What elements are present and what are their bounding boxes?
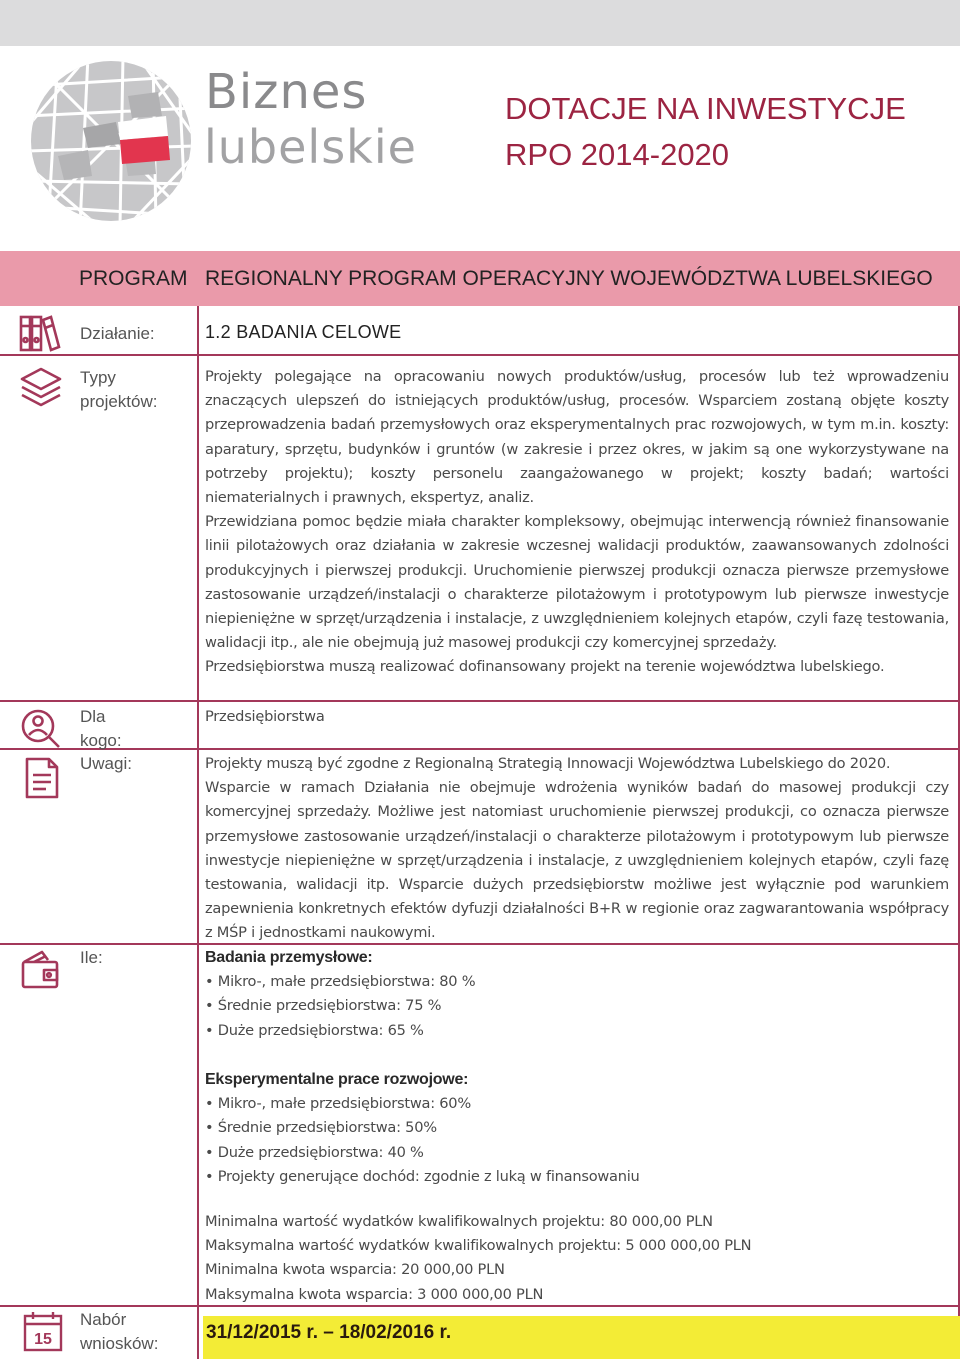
column-divider: [197, 306, 199, 1359]
badania-item: • Mikro-, małe przedsiębiorstwa: 80 %: [205, 970, 949, 994]
typy-paragraph-1: Projekty polegające na opracowaniu nowych produktów/usług, procesów lub też wprowadzeniu znaczących ulepszeń do istniejących produktów/usług, procesów. Wsparciem zostaną objęte koszty przeprowadzenia badań przemysłowych oraz eksperymentalnych prac rozwojowych, w tym m.in. koszty: aparatury, sprzętu, budynków i gruntów (w zakresie i przez okres, w jakim są one wykorzystywane na potrzeby projektu); koszty personelu zaangażowanego w projekt; koszty badań; wartości niematerialnych i prawnych, ekspertyz, analiz.: [205, 368, 949, 507]
typy-description: [205, 365, 949, 680]
logo-biznes-text: Biznes: [205, 64, 368, 120]
header-title-line1: DOTACJE NA INWESTYCJE: [505, 91, 906, 126]
search-person-icon: [18, 706, 64, 750]
wallet-icon: [18, 948, 64, 992]
badania-item: • Średnie przedsiębiorstwa: 75 %: [205, 994, 949, 1018]
eksp-heading: Eksperymentalne prace rozwojowe:: [205, 1071, 469, 1088]
limit-line: Maksymalna wartość wydatków kwalifikowalnych projektu: 5 000 000,00 PLN: [205, 1237, 752, 1255]
nabor-label-line1: Nabór: [80, 1310, 127, 1329]
binders-icon: [18, 312, 64, 356]
typy-paragraph-2: Przewidziana pomoc będzie miała charakter kompleksowy, obejmując interwencją również finansowanie linii pilotażowych oraz działania w zakresie wczesnej walidacji produktów, zaawansowanych zdolności produkcyjnych i pierwszej produkcji. Uruchomienie pierwszej produkcji oznacza pierwsze przemysłowe zastosowanie urządzeń/instalacji o charakterze pilotażowym i prototypowym lub pierwsze inwestycje niepieniężne w sprzęt/urządzenia i instalacje, z uwzględnieniem kolejnych etapów, czyli fazę testowania, walidacji itp., ale nie obejmują już masowej produkcji czy komercyjnej sprzedaży.: [205, 513, 949, 652]
limit-line: Maksymalna kwota wsparcia: 3 000 000,00 PLN: [205, 1285, 544, 1303]
limit-line: Minimalna wartość wydatków kwalifikowalnych projektu: 80 000,00 PLN: [205, 1213, 713, 1230]
uwagi-paragraph-1: Projekty muszą być zgodne z Regionalną Strategią Innowacji Województwa Lubelskiego do 2020.: [205, 755, 891, 772]
row-divider: [0, 700, 960, 702]
uwagi-paragraph-2: Wsparcie w ramach Działania nie obejmuje wdrożenia wyników badań do masowej produkcji czy komercyjnej sprzedaży. Możliwe jest natomiast uruchomienie pierwszej produkcji, co oznacza pierwsze przemysłowe zastosowanie urządzeń/instalacji o charakterze pilotażowym i prototypowym lub pierwsze inwestycje niepieniężne w sprzęt/urządzenia i instalacje, z uwzględnieniem kolejnych etapów, czyli fazę testowania, walidacji itp. Wsparcie dużych przedsiębiorstw możliwe jest wyłącznie pod warunkiem zapewnienia konkretnych efektów dyfuzji działalności B+R w regionie oraz zagwarantowania współpracy z MŚP i jednostkami naukowymi.: [205, 779, 949, 942]
typy-label-line1: Typy: [80, 368, 116, 387]
calendar-icon: [22, 1310, 64, 1354]
layers-icon: [18, 366, 64, 410]
ile-label: Ile:: [80, 948, 103, 967]
logo-lubelskie-text: lubelskie: [204, 120, 417, 174]
badania-heading: Badania przemysłowe:: [205, 949, 373, 966]
uwagi-label: Uwagi:: [80, 754, 132, 773]
eksp-item: • Średnie przedsiębiorstwa: 50%: [205, 1116, 949, 1140]
dzialanie-label: Działanie:: [80, 324, 155, 343]
eksp-item: • Duże przedsiębiorstwa: 40 %: [205, 1141, 949, 1165]
header-title-line2: RPO 2014-2020: [505, 137, 730, 172]
row-divider: [0, 748, 960, 750]
program-value: REGIONALNY PROGRAM OPERACYJNY WOJEWÓDZTWA LUBELSKIEGO: [205, 267, 933, 290]
uwagi-description: [205, 752, 949, 946]
program-label: PROGRAM: [79, 267, 188, 290]
row-divider: [0, 354, 960, 356]
top-bar: [0, 0, 960, 46]
limit-line: Minimalna kwota wsparcia: 20 000,00 PLN: [205, 1261, 505, 1279]
dla-kogo-value: Przedsiębiorstwa: [205, 708, 325, 725]
eksp-item: • Mikro-, małe przedsiębiorstwa: 60%: [205, 1092, 949, 1116]
document-icon: [18, 756, 64, 800]
dla-kogo-label-line2: kogo:: [80, 731, 122, 750]
ile-badania-block: [205, 946, 949, 1043]
nabor-label-line2: wniosków:: [80, 1334, 159, 1353]
calendar-day-number: 15: [34, 1331, 52, 1348]
nabor-dates: 31/12/2015 r. – 18/02/2016 r.: [206, 1322, 452, 1343]
ile-eksp-block: [205, 1068, 949, 1189]
globe-logo-icon: [28, 56, 194, 226]
ile-limits-block: [205, 1210, 949, 1307]
dzialanie-value: 1.2 BADANIA CELOWE: [205, 322, 402, 342]
badania-item: • Duże przedsiębiorstwa: 65 %: [205, 1019, 949, 1043]
typy-label-line2: projektów:: [80, 392, 158, 411]
dla-kogo-label-line1: Dla: [80, 707, 106, 726]
eksp-item: • Projekty generujące dochód: zgodnie z luką w finansowaniu: [205, 1165, 949, 1189]
typy-paragraph-3: Przedsiębiorstwa muszą realizować dofinansowany projekt na terenie województwa lubelskiego.: [205, 658, 885, 676]
